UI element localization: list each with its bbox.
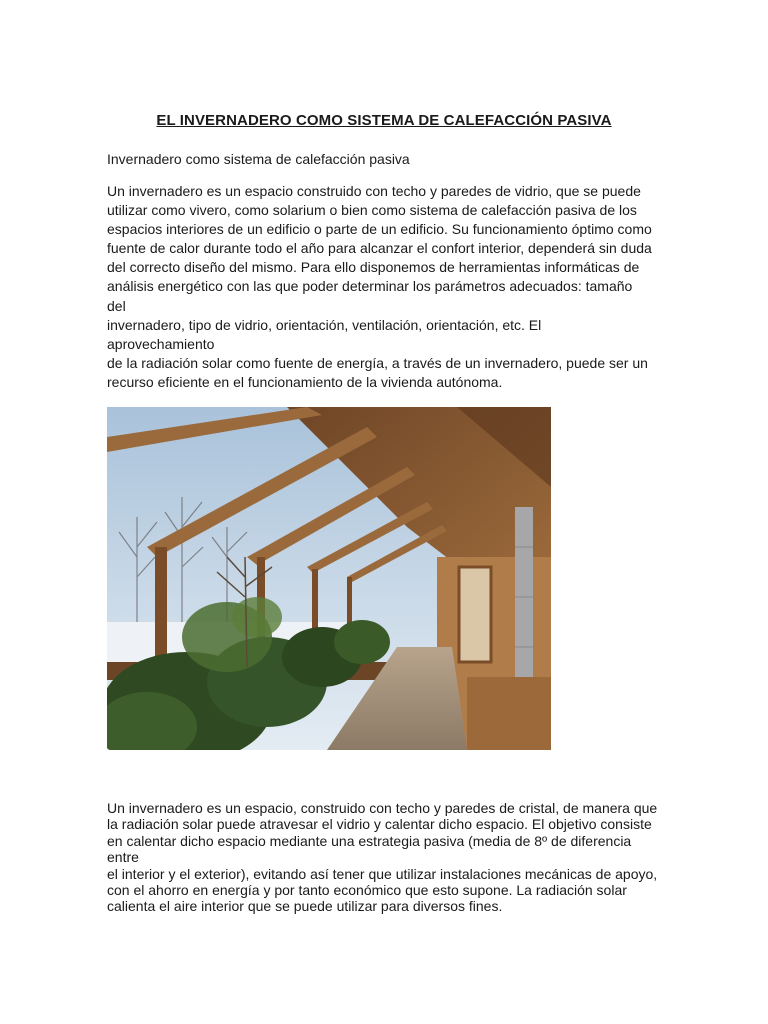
paragraph-line: fuente de calor durante todo el año para alcanzar el confort interior, dependerá sin duda [107,240,652,257]
document-title: EL INVERNADERO COMO SISTEMA DE CALEFACCIÓN PASIVA [156,112,612,129]
paragraph-intro [107,182,652,392]
paragraph-line: recurso eficiente en el funcionamiento de la vivienda autónoma. [107,373,503,390]
paragraph-line: Un invernadero es un espacio construido con techo y paredes de vidrio, que se puede [107,183,641,199]
greenhouse-photo [107,407,551,750]
paragraph-line: del correcto diseño del mismo. Para ello disponemos de herramientas informáticas de [107,259,640,276]
paragraph-line: en calentar dicho espacio mediante una estrategia pasiva (media de 8º de diferencia entre [107,832,632,866]
paragraph-line: de la radiación solar como fuente de energía, a través de un invernadero, puede ser un [107,354,648,371]
paragraph-line: análisis energético con las que poder determinar los parámetros adecuados: tamaño del [107,278,633,314]
paragraph-line: Un invernadero es un espacio, construido con techo y paredes de cristal, de manera que [107,800,658,816]
paragraph-line: invernadero, tipo de vidrio, orientación, ventilación, orientación, etc. El aprovechamiento [107,316,542,352]
paragraph-line: espacios interiores de un edificio o parte de un edificio. Su funcionamiento óptimo como [107,221,652,238]
paragraph-line: la radiación solar puede atravesar el vidrio y calentar dicho espacio. El objetivo consiste [107,816,652,833]
paragraph-detail [107,800,663,915]
document-subtitle: Invernadero como sistema de calefacción pasiva [107,151,410,167]
paragraph-line: calienta el aire interior que se puede utilizar para diversos fines. [107,898,503,915]
paragraph-line: con el ahorro en energía y por tanto económico que esto supone. La radiación solar [107,882,627,899]
paragraph-line: utilizar como vivero, como solarium o bien como sistema de calefacción pasiva de los [107,202,637,219]
paragraph-line: el interior y el exterior), evitando así tener que utilizar instalaciones mecánicas de apoyo, [107,865,658,882]
